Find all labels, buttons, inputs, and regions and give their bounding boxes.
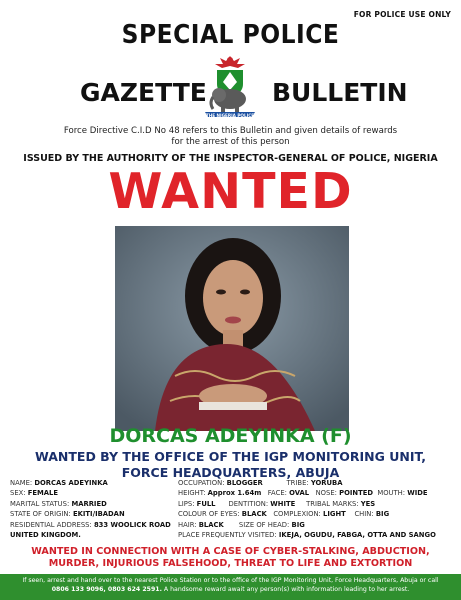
detail-height-row: HEIGHT: Approx 1.64m FACE: OVAL NOSE: POINTED MOUTH: WIDE (178, 489, 428, 498)
footer-line1: If seen, arrest and hand over to the nearest Police Station or to the office of the IGP Monitoring Unit, Force Headquarters, Abuja or call (22, 577, 439, 584)
detail-state-of-origin: STATE OF ORIGIN: EKITI/IBADAN (10, 510, 125, 519)
title-bulletin: BULLETIN (272, 78, 408, 107)
title-gazette: GAZETTE (80, 78, 207, 107)
detail-residential-address-cont: UNITED KINGDOM. (10, 531, 81, 540)
footer-phones: 0806 133 9096, 0803 624 2591. (51, 585, 162, 593)
detail-marital-status: MARITAL STATUS: MARRIED (10, 499, 107, 508)
detail-occupation-row: OCCUPATION: BLOGGER TRIBE: YORUBA (178, 479, 343, 487)
force-directive-text: Force Directive C.I.D No 48 refers to this Bulletin and given details of rewards for the arrest of this person (63, 126, 398, 147)
title-special-police: SPECIAL POLICE (121, 20, 340, 50)
details-right-column (178, 478, 458, 540)
wanted-by-office-line1: WANTED BY THE OFFICE OF THE IGP MONITORING UNIT, (35, 449, 426, 464)
for-police-use-only-label: FOR POLICE USE ONLY (353, 10, 451, 19)
crest-ribbon-text: THE NIGERIA POLICE (205, 113, 255, 118)
detail-hair-row: HAIR: BLACK SIZE OF HEAD: BIG (178, 520, 305, 529)
charges-line2: MURDER, INJURIOUS FALSEHOOD, THREAT TO LIFE AND EXTORTION (48, 558, 413, 569)
suspect-photo (115, 226, 349, 431)
detail-eyes-row: COLOUR OF EYES: BLACK COMPLEXION: LIGHT CHIN: BIG (178, 510, 390, 519)
issued-by-authority: ISSUED BY THE AUTHORITY OF THE INSPECTOR-GENERAL OF POLICE, NIGERIA (23, 153, 438, 164)
wanted-heading: WANTED (108, 163, 353, 220)
suspect-name-heading: DORCAS ADEYINKA (F) (109, 425, 352, 447)
detail-residential-address: RESIDENTIAL ADDRESS: 833 WOOLICK ROAD (10, 520, 171, 529)
footer-line2 (0, 586, 461, 595)
wanted-by-office-line2: FORCE HEADQUARTERS, ABUJA (121, 465, 340, 480)
footer-banner (0, 574, 461, 600)
details-left-column (10, 478, 175, 540)
detail-name: NAME: DORCAS ADEYINKA (10, 479, 108, 487)
footer-reward-text: A handsome reward await any person(s) with information leading to her arrest. (161, 585, 410, 593)
nigeria-police-crest-icon (195, 52, 265, 122)
detail-place-visited-row: PLACE FREQUENTLY VISITED: IKEJA, OGUDU, FABGA, OTTA AND SANGO (178, 531, 436, 540)
detail-lips-row: LIPS: FULL DENTITION: WHITE TRIBAL MARKS: YES (178, 499, 376, 508)
detail-sex: SEX: FEMALE (10, 489, 59, 498)
charges-line1: WANTED IN CONNECTION WITH A CASE OF CYBER-STALKING, ABDUCTION, (31, 546, 430, 557)
